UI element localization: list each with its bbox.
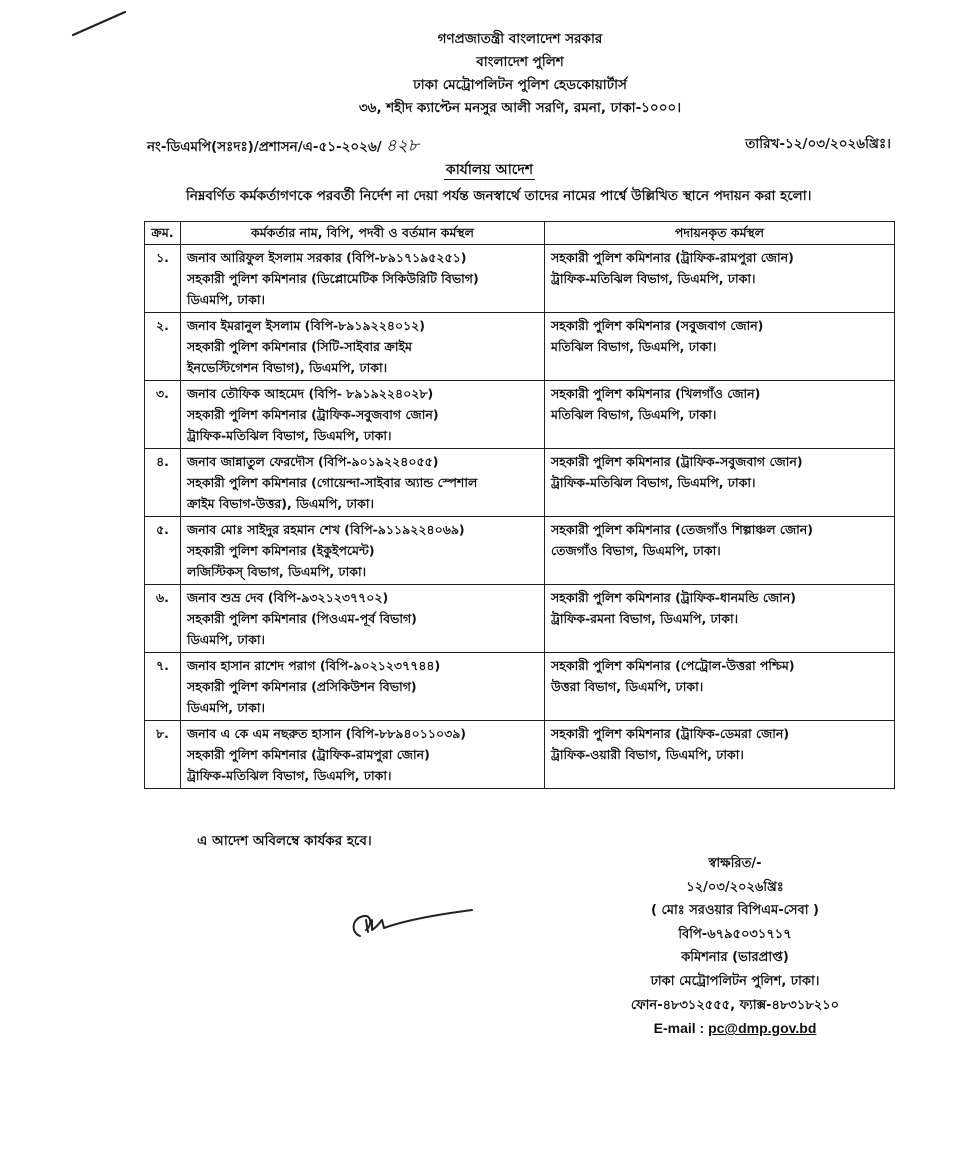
- officer-line: জনাব হাসান রাশেদ পরাগ (বিপি-৯০২১২৩৭৭৪৪): [187, 658, 441, 673]
- signer-office: ঢাকা মেট্রোপলিটন পুলিশ, ঢাকা।: [650, 973, 820, 989]
- posting-line: সহকারী পুলিশ কমিশনার (পেট্রোল-উত্তরা পশ্চিম): [551, 658, 795, 673]
- officer-line: সহকারী পুলিশ কমিশনার (প্রসিকিউশন বিভাগ): [187, 679, 417, 694]
- posting-line: সহকারী পুলিশ কমিশনার (সবুজবাগ জোন): [551, 318, 764, 333]
- officer-line: লজিস্টিকস্ বিভাগ, ডিএমপি, ঢাকা।: [187, 564, 367, 579]
- officer-line: জনাব ইমরানুল ইসলাম (বিপি-৮৯১৯২২৪০১২): [187, 318, 426, 333]
- table-row: [145, 517, 895, 585]
- handwritten-signature: [346, 906, 476, 952]
- officer-line: ট্রাফিক-মতিঝিল বিভাগ, ডিএমপি, ঢাকা।: [187, 768, 392, 783]
- posting-line: সহকারী পুলিশ কমিশনার (ট্রাফিক-ধানমন্ডি জোন): [551, 590, 796, 605]
- signer-bp: বিপি-৬৭৯৫০৩১৭১৭: [678, 926, 792, 942]
- posting-line: ট্রাফিক-ওয়ারী বিভাগ, ডিএমপি, ঢাকা।: [551, 747, 744, 762]
- officer-line: সহকারী পুলিশ কমিশনার (পিওএম-পূর্ব বিভাগ): [187, 611, 417, 626]
- serial-cell: ৭.: [145, 653, 181, 721]
- posting-line: ট্রাফিক-মতিঝিল বিভাগ, ডিএমপি, ঢাকা।: [551, 475, 756, 490]
- memo-number-handwritten: ৪২৮: [385, 136, 419, 156]
- posting-cell: [545, 585, 895, 653]
- table-row: [145, 449, 895, 517]
- officer-cell: [181, 517, 545, 585]
- posting-cell: [545, 245, 895, 313]
- officer-cell: [181, 245, 545, 313]
- posting-line: তেজগাঁও বিভাগ, ডিএমপি, ঢাকা।: [551, 543, 721, 558]
- officer-cell: [181, 381, 545, 449]
- officer-line: জনাব জান্নাতুল ফেরদৌস (বিপি-৯০১৯২২৪০৫৫): [187, 454, 439, 469]
- header-posting: পদায়নকৃত কর্মস্থল: [545, 222, 895, 245]
- officer-line: সহকারী পুলিশ কমিশনার (ডিপ্লোমেটিক সিকিউরিটি বিভাগ): [187, 271, 479, 286]
- officer-cell: [181, 721, 545, 789]
- posting-line: মতিঝিল বিভাগ, ডিএমপি, ঢাকা।: [551, 339, 717, 354]
- posting-line: সহকারী পুলিশ কমিশনার (ট্রাফিক-রামপুরা জোন): [551, 250, 794, 265]
- officer-line: জনাব মোঃ সাইদুর রহমান শেখ (বিপি-৯১১৯২২৪০৬৯): [187, 522, 465, 537]
- posting-line: সহকারী পুলিশ কমিশনার (ট্রাফিক-সবুজবাগ জোন): [551, 454, 803, 469]
- header-government: গণপ্রজাতন্ত্রী বাংলাদেশ সরকার: [437, 31, 603, 47]
- table-header-row: [145, 222, 895, 245]
- serial-cell: ৩.: [145, 381, 181, 449]
- posting-line: সহকারী পুলিশ কমিশনার (তেজগাঁও শিল্পাঞ্চল জোন): [551, 522, 813, 537]
- officer-cell: [181, 585, 545, 653]
- officer-line: সহকারী পুলিশ কমিশনার (ট্রাফিক-রামপুরা জোন): [187, 747, 430, 762]
- memo-date: তারিখ-১২/০৩/২০২৬খ্রিঃ।: [745, 136, 891, 152]
- letterhead: [230, 28, 810, 120]
- serial-cell: ৮.: [145, 721, 181, 789]
- header-officer: কর্মকর্তার নাম, বিপি, পদবী ও বর্তমান কর্মস্থল: [181, 222, 545, 245]
- signer-contact: ফোন-৪৮৩১২৫৫৫, ফ্যাক্স-৪৮৩১৮২১০: [630, 997, 840, 1013]
- header-dmp-hq: ঢাকা মেট্রোপলিটন পুলিশ হেডকোয়ার্টার্স: [413, 77, 627, 93]
- officer-line: ডিএমপি, ঢাকা।: [187, 700, 265, 715]
- officer-line: জনাব তৌফিক আহমেদ (বিপি- ৮৯১৯২২৪০২৮): [187, 386, 434, 401]
- signed-date: ১২/০৩/২০২৬খ্রিঃ: [686, 879, 784, 895]
- officer-cell: [181, 313, 545, 381]
- signer-email-line: [570, 1017, 900, 1041]
- posting-line: ট্রাফিক-রমনা বিভাগ, ডিএমপি, ঢাকা।: [551, 611, 739, 626]
- serial-cell: ১.: [145, 245, 181, 313]
- posting-cell: [545, 653, 895, 721]
- serial-cell: ৫.: [145, 517, 181, 585]
- posting-line: সহকারী পুলিশ কমিশনার (ট্রাফিক-ডেমরা জোন): [551, 726, 790, 741]
- officer-line: ইনভেস্টিগেশন বিভাগ), ডিএমপি, ঢাকা।: [187, 360, 388, 375]
- officer-line: ডিএমপি, ঢাকা।: [187, 632, 265, 647]
- serial-cell: ৬.: [145, 585, 181, 653]
- table-row: [145, 381, 895, 449]
- officer-line: ট্রাফিক-মতিঝিল বিভাগ, ডিএমপি, ঢাকা।: [187, 428, 392, 443]
- signer-name: ( মোঃ সরওয়ার বিপিএম-সেবা ): [651, 903, 819, 919]
- posting-line: উত্তরা বিভাগ, ডিএমপি, ঢাকা।: [551, 679, 704, 694]
- officer-line: জনাব শুভ্র দেব (বিপি-৯৩২১২৩৭৭০২): [187, 590, 389, 605]
- table-body: [145, 245, 895, 789]
- officer-line: জনাব আরিফুল ইসলাম সরকার (বিপি-৮৯১৭১৯৫২৫১): [187, 250, 467, 265]
- officer-line: সহকারী পুলিশ কমিশনার (সিটি-সাইবার ক্রাইম: [187, 339, 412, 354]
- email-label: E-mail :: [653, 1020, 709, 1037]
- posting-line: সহকারী পুলিশ কমিশনার (খিলগাঁও জোন): [551, 386, 761, 401]
- officer-cell: [181, 653, 545, 721]
- memo-number: [147, 133, 419, 161]
- signed-label: স্বাক্ষরিত/-: [708, 856, 762, 871]
- table-row: [145, 653, 895, 721]
- officer-line: ক্রাইম বিভাগ-উত্তর), ডিএমপি, ঢাকা।: [187, 496, 375, 511]
- officer-line: জনাব এ কে এম নছরুত হাসান (বিপি-৮৮৯৪০১১০৩৯): [187, 726, 467, 741]
- table-row: [145, 245, 895, 313]
- posting-table: [144, 221, 895, 789]
- pen-stroke-mark: [70, 8, 128, 40]
- signer-designation: কমিশনার (ভারপ্রাপ্ত): [681, 950, 789, 966]
- serial-cell: ২.: [145, 313, 181, 381]
- signature-block: [570, 852, 900, 1041]
- officer-line: সহকারী পুলিশ কমিশনার (ট্রাফিক-সবুজবাগ জোন): [187, 407, 439, 422]
- memo-number-text: নং-ডিএমপি(সঃদঃ)/প্রশাসন/এ-৫১-২০২৬/: [147, 139, 382, 155]
- memo-reference-row: [0, 133, 979, 155]
- intro-paragraph: নিম্নবর্ণিত কর্মকর্তাগণকে পরবর্তী নির্দেশ না দেয়া পর্যন্ত জনস্বার্থে তাদের নামের পার্শ্বে উল্লিখিত স্থানে পদায়ন করা হলো।: [186, 188, 812, 204]
- posting-cell: [545, 313, 895, 381]
- serial-cell: ৪.: [145, 449, 181, 517]
- office-order-title: কার্যালয় আদেশ: [445, 162, 534, 178]
- header-serial: ক্রম.: [145, 222, 181, 245]
- table-row: [145, 313, 895, 381]
- header-address: ৩৬, শহীদ ক্যাপ্টেন মনসুর আলী সরণি, রমনা, ঢাকা-১০০০।: [358, 100, 682, 116]
- posting-cell: [545, 381, 895, 449]
- posting-cell: [545, 517, 895, 585]
- office-order-title-wrap: [0, 158, 979, 182]
- posting-cell: [545, 721, 895, 789]
- email-link[interactable]: pc@dmp.gov.bd: [708, 1020, 817, 1037]
- table-row: [145, 721, 895, 789]
- table-row: [145, 585, 895, 653]
- effect-statement: এ আদেশ অবিলম্বে কার্যকর হবে।: [197, 833, 372, 849]
- officer-line: ডিএমপি, ঢাকা।: [187, 292, 265, 307]
- officer-cell: [181, 449, 545, 517]
- officer-line: সহকারী পুলিশ কমিশনার (ইকুইপমেন্ট): [187, 543, 375, 558]
- posting-line: ট্রাফিক-মতিঝিল বিভাগ, ডিএমপি, ঢাকা।: [551, 271, 756, 286]
- posting-line: মতিঝিল বিভাগ, ডিএমপি, ঢাকা।: [551, 407, 717, 422]
- officer-line: সহকারী পুলিশ কমিশনার (গোয়েন্দা-সাইবার অ্যান্ড স্পেশাল: [187, 475, 478, 490]
- header-police: বাংলাদেশ পুলিশ: [476, 54, 564, 70]
- posting-cell: [545, 449, 895, 517]
